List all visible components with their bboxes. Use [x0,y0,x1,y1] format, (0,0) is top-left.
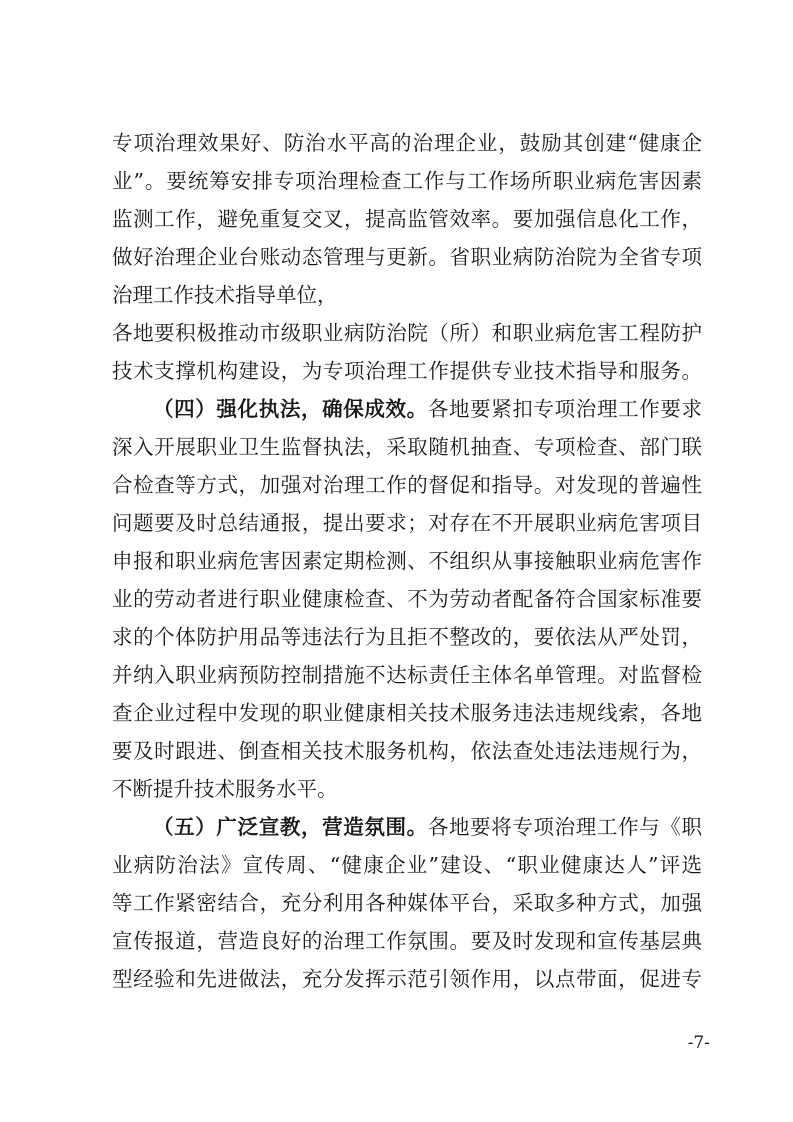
section-5-heading: （五）广泛宣教，营造氛围。 [153,815,428,839]
section-5-first-line-text: 各地要将专项治理工作与《职 [427,815,702,839]
paragraph-line: 问题要及时总结通报，提出要求；对存在不开展职业病危害项目 [112,511,702,535]
paragraph-line: 申报和职业病危害因素定期检测、不组织从事接触职业病危害作 [112,549,702,573]
paragraph-line: 治理工作技术指导单位， [112,283,338,307]
paragraph-line: 业病防治法》宣传周、“健康企业”建设、“职业健康达人”评选 [112,853,702,877]
paragraph-line: 查企业过程中发现的职业健康相关技术服务违法违规线索，各地 [112,701,702,725]
section-4-first-line-text: 各地要紧扣专项治理工作要求 [427,397,702,421]
paragraph-line: 技术支撑机构建设，为专项治理工作提供专业技术指导和服务。 [112,359,702,383]
paragraph-line: 业”。要统筹安排专项治理检查工作与工作场所职业病危害因素 [112,169,702,193]
section-4-heading: （四）强化执法，确保成效。 [153,397,428,421]
paragraph-line: 业的劳动者进行职业健康检查、不为劳动者配备符合国家标准要 [112,587,702,611]
paragraph-line: 合检查等方式，加强对治理工作的督促和指导。对发现的普遍性 [112,473,702,497]
paragraph-line: 等工作紧密结合，充分利用各种媒体平台，采取多种方式，加强 [112,891,702,915]
paragraph-line: 各地要积极推动市级职业病防治院（所）和职业病危害工程防护 [112,321,702,345]
section-4-first-line [153,393,702,425]
paragraph-line: 宣传报道，营造良好的治理工作氛围。要及时发现和宣传基层典 [112,929,702,953]
paragraph-line: 专项治理效果好、防治水平高的治理企业，鼓励其创建“健康企 [112,131,702,155]
paragraph-line: 并纳入职业病预防控制措施不达标责任主体名单管理。对监督检 [112,663,702,687]
paragraph-line: 要及时跟进、倒查相关技术服务机构，依法查处违法违规行为， [112,739,702,763]
paragraph-line: 型经验和先进做法，充分发挥示范引领作用，以点带面，促进专 [112,967,702,991]
paragraph-line: 做好治理企业台账动态管理与更新。省职业病防治院为全省专项 [112,245,702,269]
paragraph-line: 求的个体防护用品等违法行为且拒不整改的，要依法从严处罚， [112,625,702,649]
page-number: -7- [687,1033,710,1053]
section-5-first-line [153,811,702,843]
paragraph-line: 深入开展职业卫生监督执法，采取随机抽查、专项检查、部门联 [112,435,702,459]
paragraph-line: 监测工作，避免重复交叉，提高监管效率。要加强信息化工作， [112,207,702,231]
paragraph-line: 不断提升技术服务水平。 [112,777,338,801]
